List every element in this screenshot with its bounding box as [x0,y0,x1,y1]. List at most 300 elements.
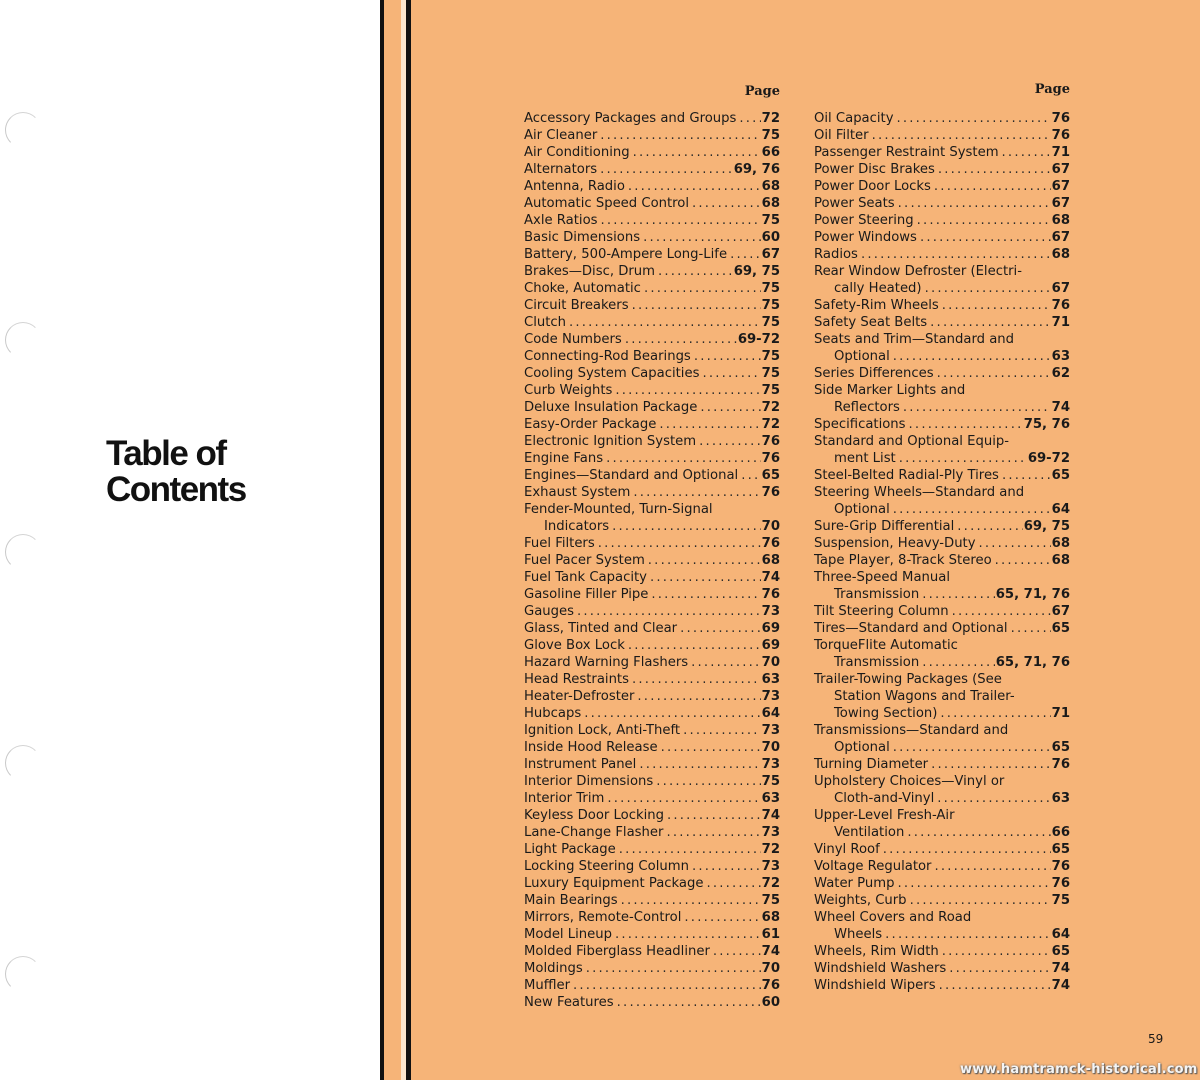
toc-entry-page: 70 [761,519,780,534]
title-line-1: Table of [106,434,226,473]
toc-entry-page: 65 [1051,842,1070,857]
dot-leader [648,552,761,569]
dot-leader [644,280,761,297]
toc-entry-label: Upper-Level Fresh-Air [814,808,955,823]
toc-entry-page: 76 [761,451,780,466]
dot-leader [920,229,1051,246]
toc-entry-page: 68 [1051,553,1070,568]
toc-entry-page: 76 [1051,757,1070,772]
dot-leader [625,331,737,348]
toc-entry [814,773,1070,790]
toc-entry-page: 72 [761,842,780,857]
toc-entry-page: 72 [761,111,780,126]
toc-entry-label: Cooling System Capacities [524,366,700,381]
toc-entry-page: 75 [1051,893,1070,908]
toc-entry-label: Engines—Standard and Optional [524,468,739,483]
toc-entry-label: Hubcaps [524,706,582,721]
toc-entry-page: 65 [761,468,780,483]
dot-leader [650,569,761,586]
toc-entry-page: 76 [1051,298,1070,313]
vertical-rule-gap [384,0,401,1080]
dot-leader [940,705,1050,722]
toc-entry-label: Gasoline Filler Pipe [524,587,649,602]
dot-leader [612,518,760,535]
dot-leader [680,620,761,637]
toc-entry-page: 71 [1051,315,1070,330]
toc-entry-page: 68 [1051,213,1070,228]
toc-entry-label: Safety Seat Belts [814,315,928,330]
toc-entry [814,603,1070,620]
dot-leader [615,382,760,399]
toc-entry-page: 70 [761,961,780,976]
toc-entry [524,790,780,807]
toc-entry-label: Electronic Ignition System [524,434,697,449]
toc-entry [814,433,1070,450]
toc-entry-label: Side Marker Lights and [814,383,966,398]
toc-entry-page: 73 [761,825,780,840]
binder-hole-2 [5,322,41,358]
toc-entry-page: 70 [761,655,780,670]
toc-entry [814,518,1070,535]
toc-entry [814,450,1070,467]
toc-entry [524,110,780,127]
toc-entry-page: 68 [761,553,780,568]
toc-entry-page: 64 [1051,927,1070,942]
toc-entry-label: Oil Capacity [814,111,894,126]
toc-entry [814,280,1070,297]
dot-leader [741,467,760,484]
dot-leader [957,518,1022,535]
dot-leader [606,450,761,467]
toc-entry [524,807,780,824]
toc-entry [524,603,780,620]
page-number: 59 [1148,1032,1164,1046]
toc-entry-label: Power Seats [814,196,895,211]
toc-entry-label: Code Numbers [524,332,622,347]
toc-entry-page: 63 [1051,791,1070,806]
toc-entry-label: ment List [834,451,896,466]
toc-entry [814,484,1070,501]
dot-leader [683,722,761,739]
toc-entry-page: 69-72 [1027,451,1070,466]
toc-entry [814,960,1070,977]
dot-leader [694,348,761,365]
dot-leader [661,739,761,756]
dot-leader [938,161,1051,178]
toc-entry-page: 74 [761,808,780,823]
dot-leader [639,756,760,773]
dot-leader [684,909,760,926]
toc-entry-page: 75 [761,893,780,908]
toc-entry [814,552,1070,569]
toc-entry-page: 67 [1051,162,1070,177]
toc-entry-label: Wheel Covers and Road [814,910,972,925]
toc-entry-label: Reflectors [834,400,900,415]
toc-entry-label: Fuel Tank Capacity [524,570,647,585]
toc-entry [524,518,780,535]
toc-entry [814,246,1070,263]
toc-entry [524,450,780,467]
toc-entry-page: 75 [761,213,780,228]
toc-entry [814,654,1070,671]
toc-entry-label: Standard and Optional Equip- [814,434,1009,449]
toc-entry [524,467,780,484]
toc-entry-page: 62 [1051,366,1070,381]
toc-entry-page: 73 [761,859,780,874]
toc-entry [814,365,1070,382]
dot-leader [692,195,761,212]
toc-entry [524,195,780,212]
toc-entry [524,263,780,280]
dot-leader [730,246,761,263]
toc-entry-label: TorqueFlite Automatic [814,638,958,653]
dot-leader [700,399,760,416]
vertical-rule-inner [406,0,411,1080]
toc-entry-label: Seats and Trim—Standard and [814,332,1015,347]
toc-entry-page: 75 [761,349,780,364]
toc-entry [524,144,780,161]
toc-entry-page: 73 [761,604,780,619]
dot-leader [666,824,760,841]
toc-entry-label: Tires—Standard and Optional [814,621,1008,636]
dot-leader [621,892,761,909]
dot-leader [903,399,1051,416]
toc-entry [524,433,780,450]
toc-entry [524,552,780,569]
toc-entry-page: 68 [761,179,780,194]
toc-entry-label: Wheels, Rim Width [814,944,939,959]
toc-entry-page: 67 [1051,196,1070,211]
dot-leader [917,212,1051,229]
toc-entry-label: Power Disc Brakes [814,162,935,177]
dot-leader [861,246,1051,263]
toc-entry-page: 69, 75 [733,264,780,279]
toc-entry-page: 67 [1051,230,1070,245]
toc-entry-page: 65 [1051,468,1070,483]
dot-leader [995,552,1051,569]
toc-entry [814,382,1070,399]
dot-leader [617,994,761,1011]
toc-entry-label: Vinyl Roof [814,842,880,857]
dot-leader [925,280,1051,297]
toc-entry [524,161,780,178]
binder-hole-1 [5,112,41,148]
dot-leader [692,858,761,875]
toc-entry-label: Specifications [814,417,906,432]
toc-entry [814,671,1070,688]
toc-entry-page: 61 [761,927,780,942]
toc-entry [814,688,1070,705]
toc-entry [814,195,1070,212]
dot-leader [885,926,1050,943]
dot-leader [942,943,1051,960]
dot-leader [939,977,1051,994]
binder-hole-5 [5,956,41,992]
dot-leader [569,314,761,331]
toc-entry-page: 64 [1051,502,1070,517]
toc-entry [814,705,1070,722]
toc-entry-label: Basic Dimensions [524,230,641,245]
toc-entry [814,824,1070,841]
dot-leader [1002,467,1051,484]
toc-entry-page: 74 [761,944,780,959]
toc-entry-page: 65 [1051,944,1070,959]
toc-entry [814,229,1070,246]
toc-entry [814,943,1070,960]
dot-leader [922,654,995,671]
toc-entry-label: Antenna, Radio [524,179,625,194]
toc-entry-label: Transmission [834,655,920,670]
toc-entry-page: 65, 71, 76 [995,655,1070,670]
dot-leader [934,858,1050,875]
toc-entry [814,892,1070,909]
toc-entry-page: 76 [1051,876,1070,891]
dot-leader [942,297,1051,314]
toc-entry-page: 75 [761,315,780,330]
toc-entry-label: Transmission [834,587,920,602]
toc-entry-page: 73 [761,757,780,772]
toc-entry-label: Engine Fans [524,451,604,466]
toc-entry [814,348,1070,365]
toc-entry-page: 69-72 [737,332,780,347]
dot-leader [637,688,760,705]
toc-entry-label: Three-Speed Manual [814,570,950,585]
dot-leader [584,705,760,722]
toc-entry [524,127,780,144]
dot-leader [910,892,1051,909]
dot-leader [691,654,761,671]
toc-entry-page: 76 [1051,859,1070,874]
toc-entry [524,841,780,858]
toc-entry-page: 74 [761,570,780,585]
toc-entry-page: 75, 76 [1023,417,1070,432]
toc-entry [814,722,1070,739]
toc-entry-label: Mirrors, Remote-Control [524,910,682,925]
toc-entry-label: Ventilation [834,825,905,840]
toc-entry-page: 66 [1051,825,1070,840]
dot-leader [656,773,760,790]
orange-page [380,0,1200,1080]
toc-entry-label: Heater-Defroster [524,689,635,704]
toc-entry-page: 72 [761,417,780,432]
toc-entry-page: 76 [761,587,780,602]
toc-entry-label: Tape Player, 8-Track Stereo [814,553,992,568]
toc-entry [814,756,1070,773]
toc-entry-label: cally Heated) [834,281,922,296]
toc-entry [814,144,1070,161]
toc-entry [814,314,1070,331]
toc-entry-page: 67 [1051,604,1070,619]
toc-entry-page: 76 [761,978,780,993]
toc-entry-page: 65 [1051,740,1070,755]
watermark: www.hamtramck-historical.com [960,1062,1198,1077]
toc-entry [814,467,1070,484]
toc-entry-label: Cloth-and-Vinyl [834,791,935,806]
dot-leader [949,960,1050,977]
toc-entry [524,909,780,926]
toc-entry-page: 71 [1051,145,1070,160]
toc-entry-label: Exhaust System [524,485,631,500]
dot-leader [707,875,761,892]
dot-leader [897,875,1050,892]
column-heading: Page [744,84,780,99]
toc-entry-label: Gauges [524,604,575,619]
toc-entry-label: Station Wagons and Trailer- [834,689,1015,704]
toc-entry-label: Series Differences [814,366,934,381]
toc-entry-label: Light Package [524,842,616,857]
toc-entry-page: 74 [1051,961,1070,976]
toc-entry [814,586,1070,603]
toc-entry-label: Main Bearings [524,893,618,908]
toc-entry-page: 67 [1051,281,1070,296]
dot-leader [934,178,1051,195]
toc-entry-page: 74 [1051,978,1070,993]
toc-entry-page: 76 [1051,111,1070,126]
toc-entry-list [814,110,1070,994]
toc-entry-label: Sure-Grip Differential [814,519,955,534]
toc-entry [524,892,780,909]
toc-entry [814,501,1070,518]
toc-entry [814,569,1070,586]
toc-entry-label: Power Windows [814,230,917,245]
toc-entry [814,977,1070,994]
toc-entry-label: Inside Hood Release [524,740,658,755]
toc-entry-page: 76 [761,536,780,551]
toc-entry-label: Automatic Speed Control [524,196,690,211]
toc-entry-label: Steel-Belted Radial-Ply Tires [814,468,999,483]
toc-entry [814,416,1070,433]
toc-entry-label: Optional [834,349,890,364]
toc-entry-label: Optional [834,740,890,755]
toc-entry-label: Lane-Change Flasher [524,825,664,840]
dot-leader [893,501,1051,518]
dot-leader [643,229,761,246]
toc-entry [524,535,780,552]
dot-leader [899,450,1027,467]
toc-entry-label: Deluxe Insulation Package [524,400,698,415]
toc-entry-label: Circuit Breakers [524,298,629,313]
toc-entry [524,212,780,229]
toc-entry [524,331,780,348]
toc-entry [524,773,780,790]
toc-entry [524,705,780,722]
toc-entry-page: 69 [761,638,780,653]
dot-leader [633,144,761,161]
dot-leader [658,263,733,280]
toc-entry [814,110,1070,127]
dot-leader [633,484,760,501]
dot-leader [607,790,760,807]
toc-entry [524,977,780,994]
toc-entry-label: Fender-Mounted, Turn-Signal [524,502,713,517]
dot-leader [713,943,761,960]
toc-entry-label: Windshield Wipers [814,978,936,993]
toc-entry-page: 67 [761,247,780,262]
toc-entry-page: 65 [1051,621,1070,636]
toc-entry-label: Power Door Locks [814,179,931,194]
toc-entry-page: 69, 75 [1023,519,1070,534]
toc-entry [524,824,780,841]
toc-entry [814,875,1070,892]
toc-entry [814,127,1070,144]
toc-entry-label: Clutch [524,315,567,330]
toc-entry-label: Model Lineup [524,927,612,942]
toc-entry [524,688,780,705]
toc-entry [524,875,780,892]
toc-entry [814,212,1070,229]
toc-entry-label: Oil Filter [814,128,869,143]
toc-entry-label: Indicators [544,519,610,534]
toc-entry-label: Head Restraints [524,672,629,687]
dot-leader [667,807,761,824]
dot-leader [907,824,1050,841]
toc-entry-label: Curb Weights [524,383,613,398]
toc-entry [524,382,780,399]
toc-entry [524,960,780,977]
toc-entry-label: Battery, 500-Ampere Long-Life [524,247,728,262]
toc-entry-page: 75 [761,128,780,143]
toc-entry-label: Fuel Pacer System [524,553,645,568]
toc-entry-label: Air Cleaner [524,128,598,143]
toc-entry [524,722,780,739]
toc-entry-page: 73 [761,689,780,704]
dot-leader [872,127,1051,144]
dot-leader [586,960,761,977]
dot-leader [659,416,760,433]
toc-entry-label: Keyless Door Locking [524,808,664,823]
toc-entry [524,178,780,195]
dot-leader [937,365,1051,382]
toc-entry [524,314,780,331]
toc-entry-label: Safety-Rim Wheels [814,298,939,313]
toc-entry [524,994,780,1011]
toc-entry-page: 68 [1051,536,1070,551]
toc-entry-label: Hazard Warning Flashers [524,655,689,670]
dot-leader [931,756,1051,773]
toc-entry [814,841,1070,858]
dot-leader [898,195,1051,212]
toc-entry [814,858,1070,875]
toc-entry-label: Rear Window Defroster (Electri- [814,264,1022,279]
toc-entry [524,926,780,943]
toc-entry-label: Muffler [524,978,571,993]
toc-entry-page: 60 [761,995,780,1010]
toc-entry-page: 68 [761,910,780,925]
dot-leader [922,586,995,603]
page-title [106,436,246,508]
dot-leader [699,433,761,450]
toc-entry-label: Weights, Curb [814,893,907,908]
toc-entry-page: 66 [761,145,780,160]
dot-leader [930,314,1050,331]
dot-leader [601,212,761,229]
toc-entry-page: 63 [1051,349,1070,364]
toc-entry [524,399,780,416]
dot-leader [893,348,1051,365]
toc-entry [814,399,1070,416]
toc-entry-page: 72 [761,400,780,415]
toc-entry [524,654,780,671]
dot-leader [577,603,761,620]
toc-entry-label: Moldings [524,961,583,976]
toc-entry [524,858,780,875]
dot-leader [600,127,760,144]
toc-entry-label: Easy-Order Package [524,417,657,432]
toc-entry-page: 76 [761,485,780,500]
toc-entry [524,637,780,654]
toc-entry-page: 63 [761,672,780,687]
column-heading: Page [1034,82,1070,97]
